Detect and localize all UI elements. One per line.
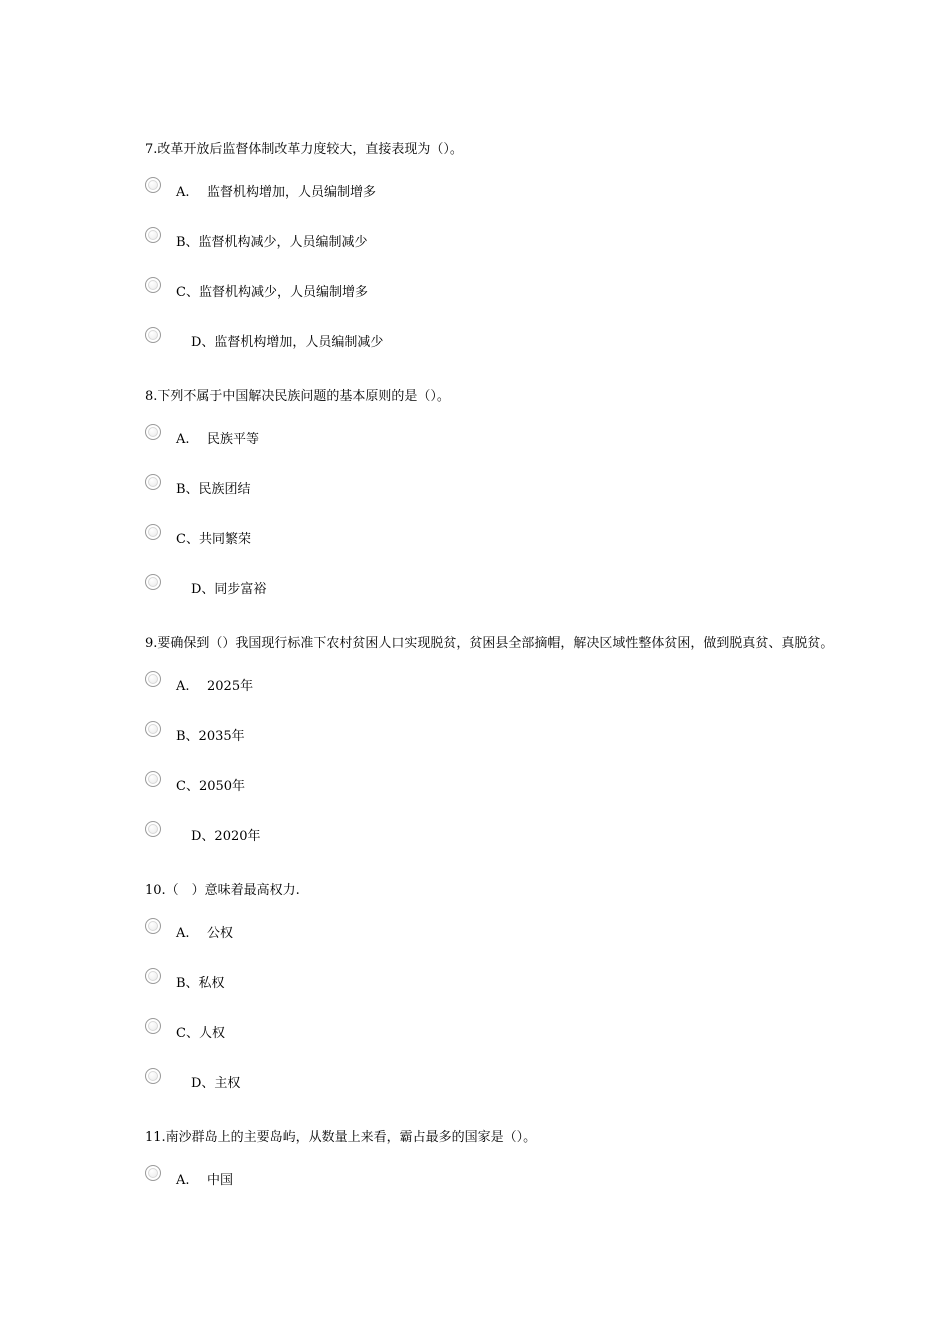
option-label: D、主权: [191, 1076, 241, 1091]
option-label: A. 民族平等: [176, 432, 260, 447]
option-label: A. 监督机构增加，人员编制增多: [176, 185, 377, 200]
radio-button-icon[interactable]: [145, 474, 161, 490]
question-7-text: 7.改革开放后监督体制改革力度较大，直接表现为（）。: [145, 142, 463, 157]
question-9-text: 9.要确保到（）我国现行标准下农村贫困人口实现脱贫，贫困县全部摘帽，解决区域性整体贫困，做到脱真贫、真脱贫。: [145, 636, 834, 651]
option-label: C、共同繁荣: [176, 532, 251, 547]
radio-button-icon[interactable]: [145, 177, 161, 193]
radio-button-icon[interactable]: [145, 227, 161, 243]
option-label: B、监督机构减少，人员编制减少: [176, 235, 368, 250]
question-10-text: 10.（ ）意味着最高权力.: [145, 883, 300, 898]
option-label: C、人权: [176, 1026, 225, 1041]
option-label: B、民族团结: [176, 482, 251, 497]
question-8-text: 8.下列不属于中国解决民族问题的基本原则的是（）。: [145, 389, 450, 404]
option-label: D、监督机构增加，人员编制减少: [191, 335, 384, 350]
radio-button-icon[interactable]: [145, 424, 161, 440]
option-label: A. 公权: [176, 926, 234, 941]
radio-button-icon[interactable]: [145, 277, 161, 293]
option-label: D、同步富裕: [191, 582, 267, 597]
radio-button-icon[interactable]: [145, 327, 161, 343]
radio-button-icon[interactable]: [145, 918, 161, 934]
option-label: C、2050年: [176, 779, 246, 794]
radio-button-icon[interactable]: [145, 1018, 161, 1034]
radio-button-icon[interactable]: [145, 821, 161, 837]
option-label: C、监督机构减少，人员编制增多: [176, 285, 368, 300]
option-label: B、2035年: [176, 729, 245, 744]
option-label: D、2020年: [191, 829, 261, 844]
radio-button-icon[interactable]: [145, 771, 161, 787]
option-label: A. 2025年: [176, 679, 254, 694]
option-label: B、私权: [176, 976, 225, 991]
radio-button-icon[interactable]: [145, 1068, 161, 1084]
option-label: A. 中国: [176, 1173, 234, 1188]
radio-button-icon[interactable]: [145, 574, 161, 590]
radio-button-icon[interactable]: [145, 968, 161, 984]
radio-button-icon[interactable]: [145, 721, 161, 737]
radio-button-icon[interactable]: [145, 671, 161, 687]
radio-button-icon[interactable]: [145, 1165, 161, 1181]
question-11-text: 11.南沙群岛上的主要岛屿，从数量上来看，霸占最多的国家是（）。: [145, 1130, 537, 1145]
radio-button-icon[interactable]: [145, 524, 161, 540]
